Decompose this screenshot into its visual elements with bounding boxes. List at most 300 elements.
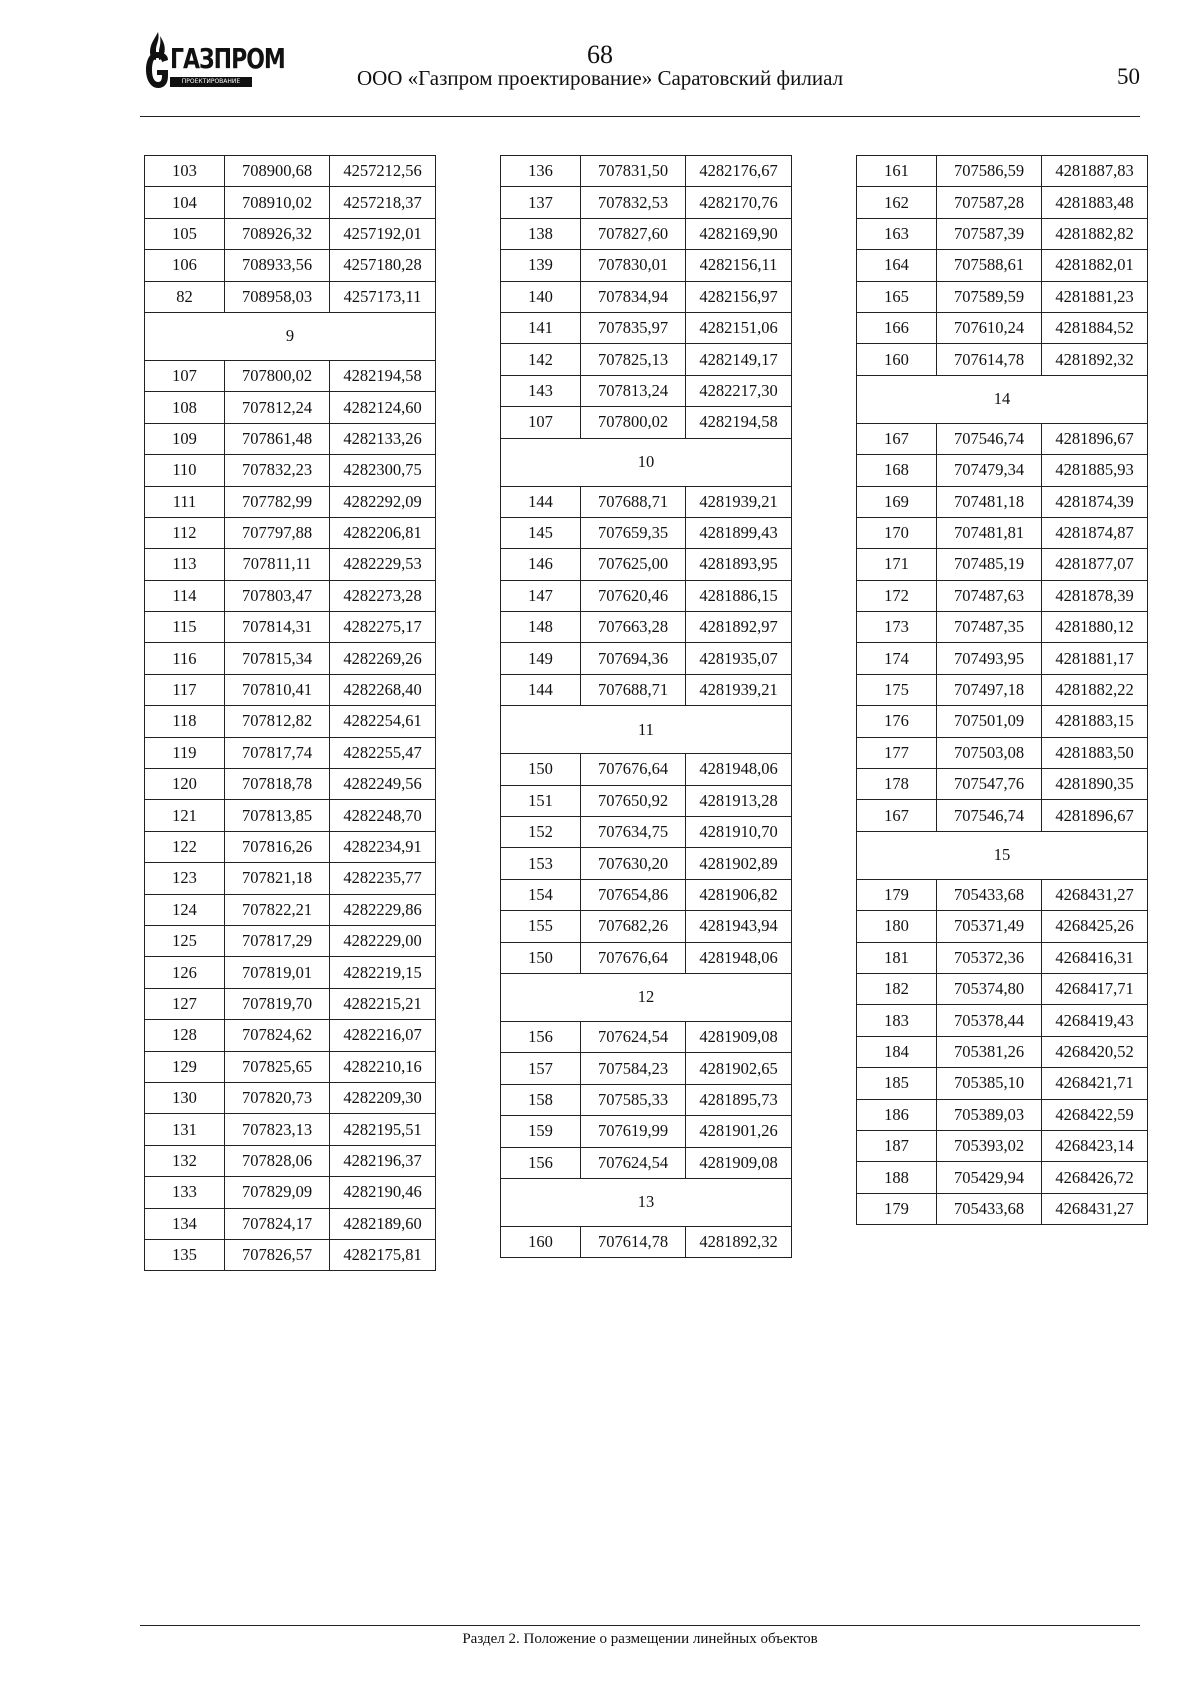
- x-coordinate: 707822,21: [225, 894, 330, 925]
- point-number: 180: [857, 911, 937, 942]
- table-row: [857, 517, 1148, 548]
- x-coordinate: 707811,11: [225, 549, 330, 580]
- y-coordinate: 4268420,52: [1042, 1036, 1148, 1067]
- point-number: 151: [501, 785, 581, 816]
- table-row: [501, 517, 792, 548]
- point-number: 118: [145, 706, 225, 737]
- x-coordinate: 707831,50: [581, 156, 686, 187]
- x-coordinate: 707487,35: [937, 612, 1042, 643]
- x-coordinate: 707610,24: [937, 312, 1042, 343]
- section-header-row: [857, 375, 1148, 423]
- point-number: 187: [857, 1130, 937, 1161]
- point-number: 153: [501, 848, 581, 879]
- y-coordinate: 4268423,14: [1042, 1130, 1148, 1161]
- x-coordinate: 707694,36: [581, 643, 686, 674]
- point-number: 145: [501, 517, 581, 548]
- x-coordinate: 707782,99: [225, 486, 330, 517]
- x-coordinate: 707818,78: [225, 769, 330, 800]
- y-coordinate: 4282194,58: [330, 360, 436, 391]
- x-coordinate: 707835,97: [581, 312, 686, 343]
- y-coordinate: 4281906,82: [686, 879, 792, 910]
- y-coordinate: 4257192,01: [330, 218, 436, 249]
- y-coordinate: 4282275,17: [330, 612, 436, 643]
- point-number: 159: [501, 1116, 581, 1147]
- table-row: [145, 925, 436, 956]
- y-coordinate: 4282292,09: [330, 486, 436, 517]
- table-row: [145, 1082, 436, 1113]
- y-coordinate: 4281890,35: [1042, 769, 1148, 800]
- table-row: [501, 344, 792, 375]
- point-number: 172: [857, 580, 937, 611]
- point-number: 128: [145, 1020, 225, 1051]
- y-coordinate: 4282229,53: [330, 549, 436, 580]
- table-row: [501, 486, 792, 517]
- page-number: 68: [587, 40, 613, 69]
- table-row: [145, 218, 436, 249]
- section-number: 12: [501, 973, 792, 1021]
- table-row: [501, 218, 792, 249]
- table-row: [145, 706, 436, 737]
- x-coordinate: 707830,01: [581, 250, 686, 281]
- table-row: [501, 407, 792, 438]
- x-coordinate: 705393,02: [937, 1130, 1042, 1161]
- table-row: [145, 156, 436, 187]
- point-number: 169: [857, 486, 937, 517]
- y-coordinate: 4282300,75: [330, 455, 436, 486]
- x-coordinate: 708910,02: [225, 187, 330, 218]
- table-row: [501, 549, 792, 580]
- x-coordinate: 707682,26: [581, 911, 686, 942]
- table-row: [145, 281, 436, 312]
- table-row: [145, 769, 436, 800]
- footer-divider: [140, 1625, 1140, 1626]
- point-number: 161: [857, 156, 937, 187]
- point-number: 158: [501, 1084, 581, 1115]
- point-number: 114: [145, 580, 225, 611]
- x-coordinate: 707800,02: [581, 407, 686, 438]
- x-coordinate: 707659,35: [581, 517, 686, 548]
- point-number: 160: [501, 1226, 581, 1257]
- table-row: [857, 423, 1148, 454]
- point-number: 168: [857, 455, 937, 486]
- table-row: [145, 863, 436, 894]
- table-row: [145, 486, 436, 517]
- x-coordinate: 707688,71: [581, 674, 686, 705]
- x-coordinate: 707586,59: [937, 156, 1042, 187]
- section-number: 14: [857, 375, 1148, 423]
- x-coordinate: 707813,85: [225, 800, 330, 831]
- point-number: 137: [501, 187, 581, 218]
- y-coordinate: 4282209,30: [330, 1082, 436, 1113]
- section-number: 13: [501, 1178, 792, 1226]
- company-logo: [144, 30, 285, 90]
- table-row: [501, 1147, 792, 1178]
- x-coordinate: 705433,68: [937, 879, 1042, 910]
- x-coordinate: 707813,24: [581, 375, 686, 406]
- y-coordinate: 4268417,71: [1042, 973, 1148, 1004]
- y-coordinate: 4282216,07: [330, 1020, 436, 1051]
- y-coordinate: 4281892,32: [1042, 344, 1148, 375]
- x-coordinate: 707803,47: [225, 580, 330, 611]
- x-coordinate: 707493,95: [937, 643, 1042, 674]
- y-coordinate: 4282235,77: [330, 863, 436, 894]
- coordinates-table-1-container: [144, 155, 436, 1271]
- table-row: [857, 706, 1148, 737]
- y-coordinate: 4268416,31: [1042, 942, 1148, 973]
- table-row: [857, 1036, 1148, 1067]
- point-number: 107: [145, 360, 225, 391]
- table-row: [501, 785, 792, 816]
- y-coordinate: 4282219,15: [330, 957, 436, 988]
- x-coordinate: 707546,74: [937, 423, 1042, 454]
- point-number: 173: [857, 612, 937, 643]
- point-number: 115: [145, 612, 225, 643]
- y-coordinate: 4281901,26: [686, 1116, 792, 1147]
- y-coordinate: 4257218,37: [330, 187, 436, 218]
- x-coordinate: 708900,68: [225, 156, 330, 187]
- table-row: [857, 344, 1148, 375]
- table-row: [857, 1005, 1148, 1036]
- logo-subtext: ПРОЕКТИРОВАНИЕ: [170, 77, 252, 87]
- coordinates-table-2-container: [500, 155, 792, 1258]
- x-coordinate: 707497,18: [937, 674, 1042, 705]
- table-row: [145, 988, 436, 1019]
- point-number: 123: [145, 863, 225, 894]
- x-coordinate: 707829,09: [225, 1177, 330, 1208]
- x-coordinate: 707832,53: [581, 187, 686, 218]
- table-row: [145, 737, 436, 768]
- y-coordinate: 4282151,06: [686, 312, 792, 343]
- table-row: [501, 817, 792, 848]
- table-row: [857, 800, 1148, 831]
- y-coordinate: 4282189,60: [330, 1208, 436, 1239]
- y-coordinate: 4281882,01: [1042, 250, 1148, 281]
- x-coordinate: 707825,65: [225, 1051, 330, 1082]
- x-coordinate: 707824,62: [225, 1020, 330, 1051]
- section-number: 9: [145, 312, 436, 360]
- x-coordinate: 707547,76: [937, 769, 1042, 800]
- point-number: 165: [857, 281, 937, 312]
- x-coordinate: 707797,88: [225, 517, 330, 548]
- gazprom-flame-icon: [144, 30, 172, 90]
- x-coordinate: 707654,86: [581, 879, 686, 910]
- point-number: 150: [501, 942, 581, 973]
- point-number: 106: [145, 250, 225, 281]
- point-number: 112: [145, 517, 225, 548]
- point-number: 136: [501, 156, 581, 187]
- y-coordinate: 4268425,26: [1042, 911, 1148, 942]
- y-coordinate: 4282234,91: [330, 831, 436, 862]
- table-row: [857, 486, 1148, 517]
- y-coordinate: 4281893,95: [686, 549, 792, 580]
- table-row: [145, 1051, 436, 1082]
- table-row: [145, 1239, 436, 1270]
- y-coordinate: 4282190,46: [330, 1177, 436, 1208]
- table-row: [145, 1177, 436, 1208]
- table-row: [501, 312, 792, 343]
- table-row: [857, 1162, 1148, 1193]
- y-coordinate: 4268431,27: [1042, 1193, 1148, 1224]
- y-coordinate: 4281874,39: [1042, 486, 1148, 517]
- x-coordinate: 707824,17: [225, 1208, 330, 1239]
- y-coordinate: 4281902,89: [686, 848, 792, 879]
- coordinates-table: [500, 155, 792, 1258]
- y-coordinate: 4281874,87: [1042, 517, 1148, 548]
- y-coordinate: 4282194,58: [686, 407, 792, 438]
- table-row: [501, 1226, 792, 1257]
- table-row: [501, 848, 792, 879]
- point-number: 113: [145, 549, 225, 580]
- y-coordinate: 4281886,15: [686, 580, 792, 611]
- section-number: 15: [857, 831, 1148, 879]
- point-number: 176: [857, 706, 937, 737]
- x-coordinate: 707481,81: [937, 517, 1042, 548]
- y-coordinate: 4282215,21: [330, 988, 436, 1019]
- table-row: [145, 392, 436, 423]
- y-coordinate: 4282269,26: [330, 643, 436, 674]
- y-coordinate: 4281892,32: [686, 1226, 792, 1257]
- y-coordinate: 4281881,17: [1042, 643, 1148, 674]
- y-coordinate: 4268431,27: [1042, 879, 1148, 910]
- table-row: [145, 957, 436, 988]
- x-coordinate: 707815,34: [225, 643, 330, 674]
- point-number: 135: [145, 1239, 225, 1270]
- table-row: [857, 281, 1148, 312]
- x-coordinate: 707823,13: [225, 1114, 330, 1145]
- x-coordinate: 707614,78: [937, 344, 1042, 375]
- table-row: [501, 580, 792, 611]
- table-row: [501, 879, 792, 910]
- x-coordinate: 707481,18: [937, 486, 1042, 517]
- point-number: 143: [501, 375, 581, 406]
- x-coordinate: 707588,61: [937, 250, 1042, 281]
- point-number: 131: [145, 1114, 225, 1145]
- table-row: [857, 737, 1148, 768]
- table-row: [857, 1130, 1148, 1161]
- x-coordinate: 707676,64: [581, 754, 686, 785]
- x-coordinate: 707479,34: [937, 455, 1042, 486]
- y-coordinate: 4281896,67: [1042, 423, 1148, 454]
- y-coordinate: 4281948,06: [686, 942, 792, 973]
- point-number: 154: [501, 879, 581, 910]
- table-row: [857, 312, 1148, 343]
- y-coordinate: 4282229,00: [330, 925, 436, 956]
- table-row: [145, 517, 436, 548]
- point-number: 109: [145, 423, 225, 454]
- x-coordinate: 707624,54: [581, 1021, 686, 1052]
- section-header-row: [501, 438, 792, 486]
- point-number: 116: [145, 643, 225, 674]
- y-coordinate: 4281884,52: [1042, 312, 1148, 343]
- point-number: 147: [501, 580, 581, 611]
- point-number: 163: [857, 218, 937, 249]
- sheet-number: 50: [1117, 64, 1140, 89]
- y-coordinate: 4281878,39: [1042, 580, 1148, 611]
- y-coordinate: 4281880,12: [1042, 612, 1148, 643]
- y-coordinate: 4282254,61: [330, 706, 436, 737]
- y-coordinate: 4268421,71: [1042, 1068, 1148, 1099]
- y-coordinate: 4281910,70: [686, 817, 792, 848]
- x-coordinate: 707825,13: [581, 344, 686, 375]
- logo-wordmark: ГАЗПРОМ: [170, 44, 285, 76]
- point-number: 156: [501, 1021, 581, 1052]
- section-header-row: [857, 831, 1148, 879]
- y-coordinate: 4282217,30: [686, 375, 792, 406]
- table-row: [857, 187, 1148, 218]
- point-number: 124: [145, 894, 225, 925]
- x-coordinate: 705381,26: [937, 1036, 1042, 1067]
- table-row: [501, 674, 792, 705]
- x-coordinate: 705389,03: [937, 1099, 1042, 1130]
- y-coordinate: 4281902,65: [686, 1053, 792, 1084]
- point-number: 139: [501, 250, 581, 281]
- x-coordinate: 707620,46: [581, 580, 686, 611]
- x-coordinate: 705433,68: [937, 1193, 1042, 1224]
- table-row: [501, 281, 792, 312]
- y-coordinate: 4282195,51: [330, 1114, 436, 1145]
- table-row: [145, 250, 436, 281]
- table-row: [145, 1020, 436, 1051]
- y-coordinate: 4281881,23: [1042, 281, 1148, 312]
- point-number: 166: [857, 312, 937, 343]
- point-number: 183: [857, 1005, 937, 1036]
- y-coordinate: 4281948,06: [686, 754, 792, 785]
- table-row: [501, 643, 792, 674]
- x-coordinate: 707861,48: [225, 423, 330, 454]
- x-coordinate: 707630,20: [581, 848, 686, 879]
- y-coordinate: 4281913,28: [686, 785, 792, 816]
- x-coordinate: 707810,41: [225, 674, 330, 705]
- x-coordinate: 705385,10: [937, 1068, 1042, 1099]
- x-coordinate: 707614,78: [581, 1226, 686, 1257]
- y-coordinate: 4268419,43: [1042, 1005, 1148, 1036]
- point-number: 177: [857, 737, 937, 768]
- point-number: 157: [501, 1053, 581, 1084]
- y-coordinate: 4281909,08: [686, 1021, 792, 1052]
- point-number: 184: [857, 1036, 937, 1067]
- y-coordinate: 4282249,56: [330, 769, 436, 800]
- table-row: [857, 1193, 1148, 1224]
- y-coordinate: 4282273,28: [330, 580, 436, 611]
- section-number: 10: [501, 438, 792, 486]
- header-divider: [140, 116, 1140, 117]
- point-number: 148: [501, 612, 581, 643]
- section-header-row: [501, 1178, 792, 1226]
- point-number: 186: [857, 1099, 937, 1130]
- y-coordinate: 4281939,21: [686, 674, 792, 705]
- point-number: 149: [501, 643, 581, 674]
- point-number: 111: [145, 486, 225, 517]
- table-row: [857, 643, 1148, 674]
- table-row: [501, 156, 792, 187]
- y-coordinate: 4281899,43: [686, 517, 792, 548]
- point-number: 107: [501, 407, 581, 438]
- section-header-row: [501, 706, 792, 754]
- table-row: [857, 973, 1148, 1004]
- table-row: [501, 942, 792, 973]
- point-number: 144: [501, 674, 581, 705]
- x-coordinate: 707826,57: [225, 1239, 330, 1270]
- table-row: [145, 1114, 436, 1145]
- y-coordinate: 4281943,94: [686, 911, 792, 942]
- point-number: 141: [501, 312, 581, 343]
- table-row: [145, 187, 436, 218]
- point-number: 164: [857, 250, 937, 281]
- organization-name: ООО «Газпром проектирование» Саратовский филиал: [356, 66, 844, 90]
- y-coordinate: 4282156,11: [686, 250, 792, 281]
- y-coordinate: 4282176,67: [686, 156, 792, 187]
- y-coordinate: 4282156,97: [686, 281, 792, 312]
- x-coordinate: 705374,80: [937, 973, 1042, 1004]
- x-coordinate: 707817,29: [225, 925, 330, 956]
- x-coordinate: 705429,94: [937, 1162, 1042, 1193]
- point-number: 138: [501, 218, 581, 249]
- y-coordinate: 4282210,16: [330, 1051, 436, 1082]
- x-coordinate: 707819,70: [225, 988, 330, 1019]
- point-number: 105: [145, 218, 225, 249]
- footer-section-title: Раздел 2. Положение о размещении линейных объектов: [462, 1631, 818, 1647]
- x-coordinate: 707546,74: [937, 800, 1042, 831]
- table-row: [501, 612, 792, 643]
- table-row: [501, 1053, 792, 1084]
- x-coordinate: 707634,75: [581, 817, 686, 848]
- y-coordinate: 4282170,76: [686, 187, 792, 218]
- table-row: [857, 769, 1148, 800]
- y-coordinate: 4282175,81: [330, 1239, 436, 1270]
- y-coordinate: 4282255,47: [330, 737, 436, 768]
- x-coordinate: 707817,74: [225, 737, 330, 768]
- x-coordinate: 708926,32: [225, 218, 330, 249]
- table-row: [145, 894, 436, 925]
- y-coordinate: 4281935,07: [686, 643, 792, 674]
- point-number: 127: [145, 988, 225, 1019]
- table-row: [857, 1099, 1148, 1130]
- point-number: 162: [857, 187, 937, 218]
- y-coordinate: 4282149,17: [686, 344, 792, 375]
- x-coordinate: 707587,28: [937, 187, 1042, 218]
- point-number: 121: [145, 800, 225, 831]
- section-header-row: [501, 973, 792, 1021]
- x-coordinate: 707587,39: [937, 218, 1042, 249]
- point-number: 132: [145, 1145, 225, 1176]
- y-coordinate: 4281883,15: [1042, 706, 1148, 737]
- table-row: [145, 674, 436, 705]
- table-row: [857, 612, 1148, 643]
- x-coordinate: 707650,92: [581, 785, 686, 816]
- table-row: [501, 1021, 792, 1052]
- point-number: 174: [857, 643, 937, 674]
- point-number: 160: [857, 344, 937, 375]
- y-coordinate: 4281882,82: [1042, 218, 1148, 249]
- x-coordinate: 707812,82: [225, 706, 330, 737]
- point-number: 142: [501, 344, 581, 375]
- x-coordinate: 707663,28: [581, 612, 686, 643]
- table-row: [857, 156, 1148, 187]
- table-row: [501, 375, 792, 406]
- x-coordinate: 707800,02: [225, 360, 330, 391]
- point-number: 82: [145, 281, 225, 312]
- x-coordinate: 707816,26: [225, 831, 330, 862]
- point-number: 144: [501, 486, 581, 517]
- table-row: [501, 1116, 792, 1147]
- table-row: [501, 250, 792, 281]
- table-row: [145, 360, 436, 391]
- y-coordinate: 4257173,11: [330, 281, 436, 312]
- point-number: 178: [857, 769, 937, 800]
- point-number: 134: [145, 1208, 225, 1239]
- x-coordinate: 707676,64: [581, 942, 686, 973]
- y-coordinate: 4281883,48: [1042, 187, 1148, 218]
